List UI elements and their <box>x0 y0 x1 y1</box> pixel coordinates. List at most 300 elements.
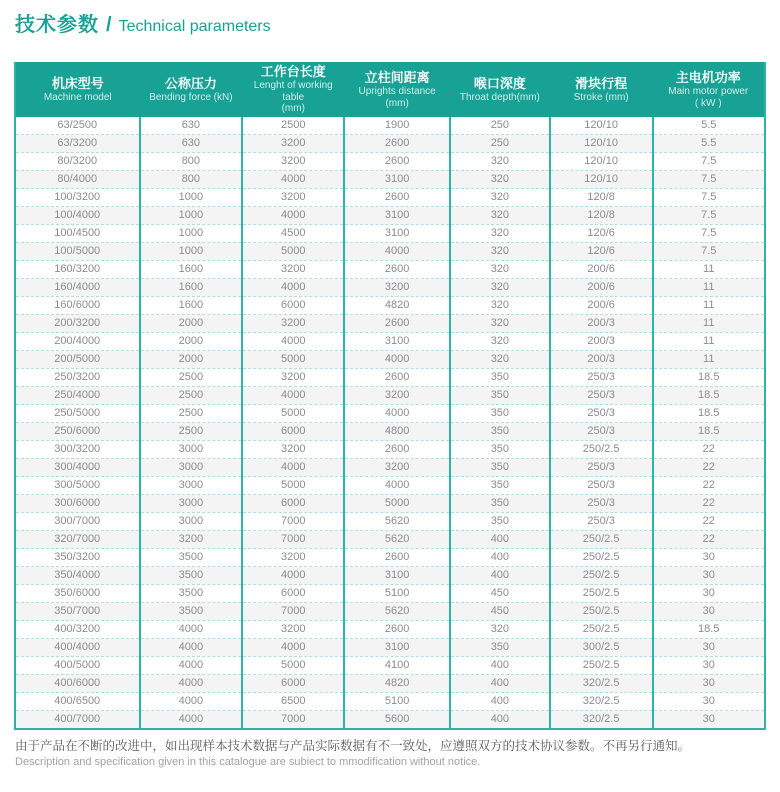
table-cell: 200/6 <box>550 296 653 314</box>
table-cell: 400 <box>450 656 550 674</box>
table-cell: 120/8 <box>550 206 653 224</box>
table-cell: 6000 <box>242 494 344 512</box>
table-cell: 3100 <box>344 206 450 224</box>
table-cell: 300/2.5 <box>550 638 653 656</box>
table-cell: 3200 <box>242 314 344 332</box>
table-cell: 4000 <box>242 170 344 188</box>
table-cell: 4500 <box>242 224 344 242</box>
table-cell: 250/2.5 <box>550 656 653 674</box>
table-cell: 3200 <box>242 620 344 638</box>
table-cell: 6000 <box>242 584 344 602</box>
table-cell: 100/5000 <box>15 242 140 260</box>
table-cell: 2600 <box>344 314 450 332</box>
table-row <box>15 242 765 260</box>
table-cell: 5.5 <box>653 134 766 152</box>
table-cell: 630 <box>140 117 243 135</box>
table-row <box>15 152 765 170</box>
column-header-english: Stroke (mm) <box>573 91 629 103</box>
table-cell: 3100 <box>344 332 450 350</box>
table-cell: 350 <box>450 512 550 530</box>
table-cell: 400 <box>450 548 550 566</box>
table-cell: 30 <box>653 656 766 674</box>
table-cell: 400 <box>450 566 550 584</box>
table-cell: 3200 <box>242 368 344 386</box>
table-cell: 30 <box>653 638 766 656</box>
table-cell: 100/4500 <box>15 224 140 242</box>
table-cell: 18.5 <box>653 404 766 422</box>
table-row <box>15 440 765 458</box>
table-row <box>15 332 765 350</box>
column-header-6 <box>550 62 653 117</box>
table-cell: 22 <box>653 476 766 494</box>
page-title <box>15 8 271 37</box>
table-cell: 30 <box>653 548 766 566</box>
table-cell: 320/2.5 <box>550 674 653 692</box>
table-cell: 250/2.5 <box>550 584 653 602</box>
table-cell: 320 <box>450 224 550 242</box>
column-header-chinese: 滑块行程 <box>575 75 628 91</box>
table-cell: 100/3200 <box>15 188 140 206</box>
table-cell: 350 <box>450 404 550 422</box>
column-header-english: Throat depth(mm) <box>459 91 540 103</box>
table-cell: 350/6000 <box>15 584 140 602</box>
table-cell: 120/10 <box>550 117 653 135</box>
table-row <box>15 674 765 692</box>
table-cell: 7000 <box>242 512 344 530</box>
table-cell: 200/3 <box>550 350 653 368</box>
table-row <box>15 260 765 278</box>
table-cell: 30 <box>653 710 766 729</box>
table-cell: 3100 <box>344 170 450 188</box>
table-cell: 5.5 <box>653 117 766 135</box>
table-cell: 320 <box>450 170 550 188</box>
table-cell: 11 <box>653 314 766 332</box>
table-cell: 320 <box>450 296 550 314</box>
table-cell: 400/6500 <box>15 692 140 710</box>
table-row <box>15 638 765 656</box>
column-header-chinese: 机床型号 <box>51 75 104 91</box>
table-cell: 250/3 <box>550 458 653 476</box>
table-cell: 320 <box>450 188 550 206</box>
table-cell: 3200 <box>242 440 344 458</box>
table-cell: 400/5000 <box>15 656 140 674</box>
column-header-english: ( kW ) <box>694 97 722 109</box>
table-cell: 450 <box>450 602 550 620</box>
table-cell: 3000 <box>140 476 243 494</box>
table-cell: 30 <box>653 674 766 692</box>
table-cell: 22 <box>653 512 766 530</box>
table-cell: 7000 <box>242 710 344 729</box>
table-row <box>15 494 765 512</box>
column-header-english: (mm) <box>385 97 409 109</box>
table-cell: 7.5 <box>653 224 766 242</box>
table-cell: 400 <box>450 710 550 729</box>
table-cell: 2000 <box>140 350 243 368</box>
table-cell: 250/3 <box>550 494 653 512</box>
table-cell: 3200 <box>242 188 344 206</box>
table-cell: 4820 <box>344 296 450 314</box>
table-cell: 200/6 <box>550 260 653 278</box>
column-header-2 <box>140 62 243 117</box>
column-header-4 <box>344 62 450 117</box>
title-divider: / <box>106 14 112 36</box>
table-cell: 22 <box>653 458 766 476</box>
table-cell: 80/3200 <box>15 152 140 170</box>
table-cell: 400/3200 <box>15 620 140 638</box>
column-header-7 <box>653 62 766 117</box>
table-cell: 4000 <box>140 638 243 656</box>
table-cell: 3500 <box>140 584 243 602</box>
table-cell: 2500 <box>140 422 243 440</box>
table-cell: 7.5 <box>653 242 766 260</box>
table-cell: 80/4000 <box>15 170 140 188</box>
table-cell: 1000 <box>140 206 243 224</box>
table-cell: 2500 <box>140 368 243 386</box>
table-cell: 5100 <box>344 692 450 710</box>
table-row <box>15 134 765 152</box>
table-cell: 11 <box>653 278 766 296</box>
table-cell: 11 <box>653 296 766 314</box>
table-row <box>15 386 765 404</box>
table-cell: 400/7000 <box>15 710 140 729</box>
table-row <box>15 584 765 602</box>
table-cell: 250/3 <box>550 422 653 440</box>
page-title-chinese: 技术参数 <box>15 14 99 36</box>
table-header-row <box>15 62 765 117</box>
table-cell: 160/4000 <box>15 278 140 296</box>
table-cell: 7.5 <box>653 170 766 188</box>
table-cell: 6500 <box>242 692 344 710</box>
table-cell: 350 <box>450 476 550 494</box>
table-row <box>15 512 765 530</box>
table-cell: 3100 <box>344 638 450 656</box>
table-cell: 11 <box>653 350 766 368</box>
table-cell: 250/3 <box>550 386 653 404</box>
table-cell: 2500 <box>140 386 243 404</box>
table-cell: 350 <box>450 638 550 656</box>
table-cell: 4000 <box>242 386 344 404</box>
table-cell: 450 <box>450 584 550 602</box>
table-cell: 5620 <box>344 602 450 620</box>
table-cell: 350 <box>450 422 550 440</box>
table-cell: 320/2.5 <box>550 692 653 710</box>
table-cell: 250/5000 <box>15 404 140 422</box>
table-cell: 320 <box>450 242 550 260</box>
table-cell: 350/7000 <box>15 602 140 620</box>
table-row <box>15 458 765 476</box>
table-cell: 3200 <box>242 548 344 566</box>
technical-parameters-table <box>14 62 766 730</box>
table-cell: 120/10 <box>550 134 653 152</box>
table-cell: 3000 <box>140 494 243 512</box>
table-cell: 350/3200 <box>15 548 140 566</box>
table-cell: 350 <box>450 386 550 404</box>
table-cell: 300/6000 <box>15 494 140 512</box>
table-cell: 400 <box>450 674 550 692</box>
column-header-english: Machine model <box>43 91 112 103</box>
table-cell: 5000 <box>242 656 344 674</box>
table-row <box>15 350 765 368</box>
table-cell: 200/5000 <box>15 350 140 368</box>
table-cell: 250/3 <box>550 476 653 494</box>
table-cell: 1900 <box>344 117 450 135</box>
table-row <box>15 710 765 729</box>
table-row <box>15 548 765 566</box>
table-cell: 5100 <box>344 584 450 602</box>
table-cell: 250/6000 <box>15 422 140 440</box>
table-cell: 7000 <box>242 602 344 620</box>
table-cell: 250/2.5 <box>550 440 653 458</box>
footer-note <box>15 738 767 769</box>
table-cell: 250/2.5 <box>550 620 653 638</box>
table-cell: 100/4000 <box>15 206 140 224</box>
table-cell: 4000 <box>344 404 450 422</box>
table-cell: 7.5 <box>653 188 766 206</box>
table-cell: 4000 <box>140 620 243 638</box>
table-cell: 250 <box>450 134 550 152</box>
table-row <box>15 206 765 224</box>
table-cell: 2600 <box>344 368 450 386</box>
table-cell: 30 <box>653 602 766 620</box>
table-cell: 11 <box>653 332 766 350</box>
table-cell: 4000 <box>242 332 344 350</box>
table-cell: 2600 <box>344 620 450 638</box>
table-cell: 320 <box>450 278 550 296</box>
table-cell: 250/3 <box>550 368 653 386</box>
table-row <box>15 117 765 135</box>
table-cell: 2600 <box>344 260 450 278</box>
table-cell: 320 <box>450 260 550 278</box>
table-cell: 350 <box>450 440 550 458</box>
table-cell: 250/4000 <box>15 386 140 404</box>
table-cell: 3200 <box>242 134 344 152</box>
table-cell: 400/4000 <box>15 638 140 656</box>
table-cell: 320/7000 <box>15 530 140 548</box>
table-cell: 320 <box>450 152 550 170</box>
table-cell: 7.5 <box>653 206 766 224</box>
page-title-english: Technical parameters <box>118 18 271 35</box>
table-cell: 3000 <box>140 458 243 476</box>
table-row <box>15 224 765 242</box>
table-cell: 2000 <box>140 332 243 350</box>
table-cell: 5000 <box>242 476 344 494</box>
table-cell: 22 <box>653 494 766 512</box>
table-cell: 63/2500 <box>57 118 98 131</box>
column-header-1 <box>15 62 140 117</box>
table-cell: 250/2.5 <box>550 548 653 566</box>
table-cell: 5000 <box>242 404 344 422</box>
table-cell: 320 <box>450 314 550 332</box>
table-row <box>15 602 765 620</box>
table-cell: 120/6 <box>550 224 653 242</box>
table-cell: 350 <box>450 458 550 476</box>
table-cell: 1600 <box>140 260 243 278</box>
table-cell: 300/7000 <box>15 512 140 530</box>
table-cell: 18.5 <box>653 368 766 386</box>
table-cell: 4000 <box>242 206 344 224</box>
table-cell: 320 <box>450 206 550 224</box>
table-row <box>15 422 765 440</box>
table-cell: 120/8 <box>550 188 653 206</box>
table-cell: 400 <box>450 692 550 710</box>
table-cell: 300/3200 <box>15 440 140 458</box>
column-header-chinese: 公称压力 <box>164 75 217 91</box>
table-cell: 4000 <box>344 350 450 368</box>
table-cell: 250 <box>450 117 550 135</box>
table-cell: 3100 <box>344 566 450 584</box>
table-cell: 160/3200 <box>15 260 140 278</box>
table-cell: 120/10 <box>550 170 653 188</box>
table-cell: 5620 <box>344 512 450 530</box>
table-cell: 120/10 <box>550 152 653 170</box>
table-cell: 3200 <box>344 386 450 404</box>
table-cell: 250/2.5 <box>550 566 653 584</box>
table-cell: 4000 <box>242 458 344 476</box>
table-cell: 30 <box>653 584 766 602</box>
table-row <box>15 476 765 494</box>
table-row <box>15 620 765 638</box>
table-cell: 5000 <box>242 242 344 260</box>
table-cell: 320 <box>450 350 550 368</box>
table-cell: 2000 <box>140 314 243 332</box>
column-header-english: Lenght of working table <box>253 80 333 103</box>
table-cell: 250/3200 <box>15 368 140 386</box>
column-header-3 <box>242 62 344 117</box>
table-cell: 22 <box>653 440 766 458</box>
table-cell: 6000 <box>242 296 344 314</box>
table-cell: 3200 <box>242 152 344 170</box>
column-header-english: Uprights distance <box>358 86 436 97</box>
table-cell: 2600 <box>344 440 450 458</box>
table-cell: 2600 <box>344 134 450 152</box>
table-cell: 320 <box>450 620 550 638</box>
table-cell: 4000 <box>140 656 243 674</box>
column-header-chinese: 工作台长度 <box>260 64 326 79</box>
table-cell: 4800 <box>344 422 450 440</box>
table-cell: 300/5000 <box>15 476 140 494</box>
table-cell: 3200 <box>242 260 344 278</box>
table-cell: 1600 <box>140 296 243 314</box>
table-cell: 1600 <box>140 278 243 296</box>
table-cell: 1000 <box>140 242 243 260</box>
table-cell: 7.5 <box>653 152 766 170</box>
table-row <box>15 404 765 422</box>
table-cell: 4000 <box>242 566 344 584</box>
column-header-chinese: 喉口深度 <box>473 75 526 91</box>
table-cell: 800 <box>140 170 243 188</box>
table-cell: 5000 <box>242 350 344 368</box>
table-cell: 1000 <box>140 188 243 206</box>
table-cell: 3500 <box>140 602 243 620</box>
table-cell: 400 <box>450 530 550 548</box>
table-cell: 3500 <box>140 566 243 584</box>
table-cell: 30 <box>653 566 766 584</box>
table-cell: 4000 <box>242 278 344 296</box>
table-cell: 3000 <box>140 512 243 530</box>
table-header <box>15 62 765 117</box>
table-cell: 18.5 <box>653 620 766 638</box>
table-cell: 300/4000 <box>15 458 140 476</box>
table-row <box>15 530 765 548</box>
table-cell: 250/2.5 <box>550 602 653 620</box>
table-cell: 2500 <box>242 117 344 135</box>
column-header-english: Main motor power <box>668 86 749 97</box>
table-cell: 5000 <box>344 494 450 512</box>
table-cell: 4100 <box>344 656 450 674</box>
table-cell: 3200 <box>140 530 243 548</box>
table-cell: 250/3 <box>550 512 653 530</box>
column-header-english: (mm) <box>281 103 305 115</box>
table-cell: 2600 <box>344 548 450 566</box>
table-cell: 120/6 <box>550 242 653 260</box>
table-cell: 4000 <box>140 710 243 729</box>
column-header-chinese: 立柱间距离 <box>364 69 430 85</box>
table-cell: 350 <box>450 368 550 386</box>
table-cell: 200/3 <box>550 332 653 350</box>
table-row <box>15 296 765 314</box>
table-row <box>15 692 765 710</box>
table-cell: 200/4000 <box>15 332 140 350</box>
table-cell: 3000 <box>140 440 243 458</box>
column-header-english: Bending force (kN) <box>149 91 233 103</box>
table-row <box>15 656 765 674</box>
table-cell: 5600 <box>344 710 450 729</box>
table-row <box>15 368 765 386</box>
table-row <box>15 566 765 584</box>
table-row <box>15 278 765 296</box>
table-cell: 320 <box>450 332 550 350</box>
table-row <box>15 170 765 188</box>
table-cell: 63/3200 <box>15 134 140 152</box>
table-cell: 7000 <box>242 530 344 548</box>
column-header-5 <box>450 62 550 117</box>
table-cell: 3500 <box>140 548 243 566</box>
table-cell: 160/6000 <box>15 296 140 314</box>
column-header-chinese: 主电机功率 <box>675 69 741 85</box>
table-cell: 6000 <box>242 422 344 440</box>
table-cell: 350 <box>450 494 550 512</box>
table-cell: 2500 <box>140 404 243 422</box>
table-row <box>15 314 765 332</box>
table-cell: 1000 <box>140 224 243 242</box>
table-cell: 200/3 <box>550 314 653 332</box>
table-cell: 4000 <box>344 242 450 260</box>
table-cell: 250/3 <box>550 404 653 422</box>
table-cell: 4000 <box>344 476 450 494</box>
table-cell: 4000 <box>242 638 344 656</box>
table-cell: 400/6000 <box>15 674 140 692</box>
table-cell: 3200 <box>344 458 450 476</box>
table-cell: 350/4000 <box>15 566 140 584</box>
footer-note-english: Description and specification given in this catalogue are subiect to mmodification without notice. <box>15 755 481 768</box>
table-cell: 2600 <box>344 152 450 170</box>
table-cell: 800 <box>140 152 243 170</box>
table-row <box>15 188 765 206</box>
table-cell: 5620 <box>344 530 450 548</box>
table-cell: 320/2.5 <box>550 710 653 729</box>
table-cell: 3200 <box>344 278 450 296</box>
table-cell: 6000 <box>242 674 344 692</box>
table-cell: 11 <box>653 260 766 278</box>
table-cell: 3100 <box>344 224 450 242</box>
table-cell: 200/6 <box>550 278 653 296</box>
table-cell: 22 <box>653 530 766 548</box>
table-cell: 4000 <box>140 692 243 710</box>
table-cell: 4820 <box>344 674 450 692</box>
table-cell: 18.5 <box>653 386 766 404</box>
table-cell: 18.5 <box>653 422 766 440</box>
table-cell: 250/2.5 <box>550 530 653 548</box>
